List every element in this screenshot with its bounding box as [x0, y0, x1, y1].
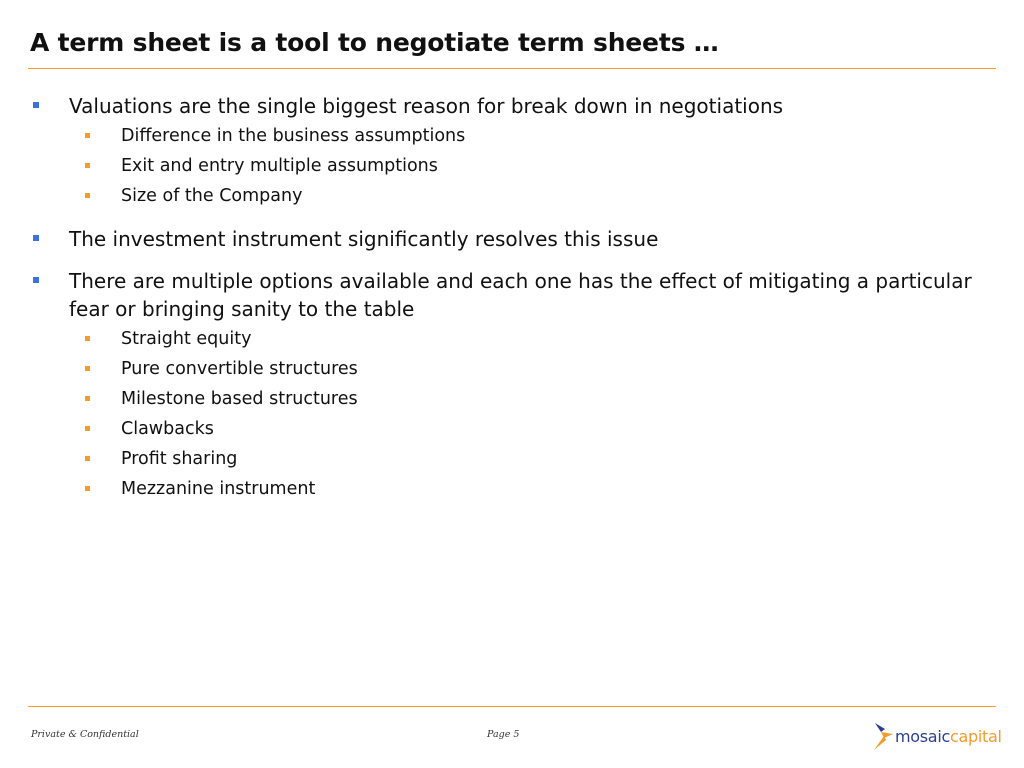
sub-bullet-text: Difference in the business assumptions	[121, 126, 466, 146]
bullet-square-icon	[33, 102, 39, 108]
bullet-text: Valuations are the single biggest reason for break down in negotiations	[69, 94, 784, 118]
logo-word-capital: capital	[949, 726, 1002, 746]
sub-bullet-text: Clawbacks	[121, 419, 214, 439]
sub-bullet-text: Size of the Company	[121, 186, 303, 206]
sub-bullet-square-icon	[85, 336, 90, 341]
sub-bullet-list	[30, 121, 990, 211]
sub-bullet-item	[30, 151, 990, 181]
bullet-item	[30, 267, 990, 323]
sub-bullet-square-icon	[85, 486, 90, 491]
sub-bullet-item	[30, 444, 990, 474]
confidential-label: Private & Confidential	[31, 729, 139, 740]
sub-bullet-square-icon	[85, 456, 90, 461]
sub-bullet-square-icon	[85, 193, 90, 198]
sub-bullet-item	[30, 121, 990, 151]
sub-bullet-square-icon	[85, 366, 90, 371]
sub-bullet-item	[30, 324, 990, 354]
bullet-text: The investment instrument significantly resolves this issue	[69, 227, 659, 251]
footer-divider	[28, 706, 996, 707]
sub-bullet-item	[30, 384, 990, 414]
sub-bullet-text: Mezzanine instrument	[121, 479, 316, 499]
sub-bullet-item	[30, 354, 990, 384]
bullet-item	[30, 92, 990, 120]
mosaic-star-icon	[872, 720, 894, 752]
sub-bullet-text: Profit sharing	[121, 449, 238, 469]
sub-bullet-list	[30, 324, 990, 504]
sub-bullet-item	[30, 181, 990, 211]
sub-bullet-text: Milestone based structures	[121, 389, 358, 409]
sub-bullet-square-icon	[85, 163, 90, 168]
title-divider	[28, 68, 996, 69]
sub-bullet-square-icon	[85, 133, 90, 138]
bullet-text: There are multiple options available and each one has the effect of mitigating a particular fear or bringing sanity to the table	[69, 269, 972, 321]
logo-word-mosaic: mosaic	[895, 726, 950, 746]
company-logo	[872, 720, 1002, 752]
sub-bullet-text: Straight equity	[121, 329, 252, 349]
sub-bullet-square-icon	[85, 426, 90, 431]
bullet-square-icon	[33, 235, 39, 241]
bullet-square-icon	[33, 277, 39, 283]
bullet-list	[30, 92, 990, 504]
sub-bullet-item	[30, 474, 990, 504]
sub-bullet-text: Exit and entry multiple assumptions	[121, 156, 438, 176]
sub-bullet-text: Pure convertible structures	[121, 359, 358, 379]
page-number: Page 5	[487, 729, 520, 740]
slide-title: A term sheet is a tool to negotiate term sheets …	[30, 28, 719, 57]
sub-bullet-item	[30, 414, 990, 444]
sub-bullet-square-icon	[85, 396, 90, 401]
logo-wordmark	[895, 727, 1002, 746]
bullet-item	[30, 225, 990, 253]
